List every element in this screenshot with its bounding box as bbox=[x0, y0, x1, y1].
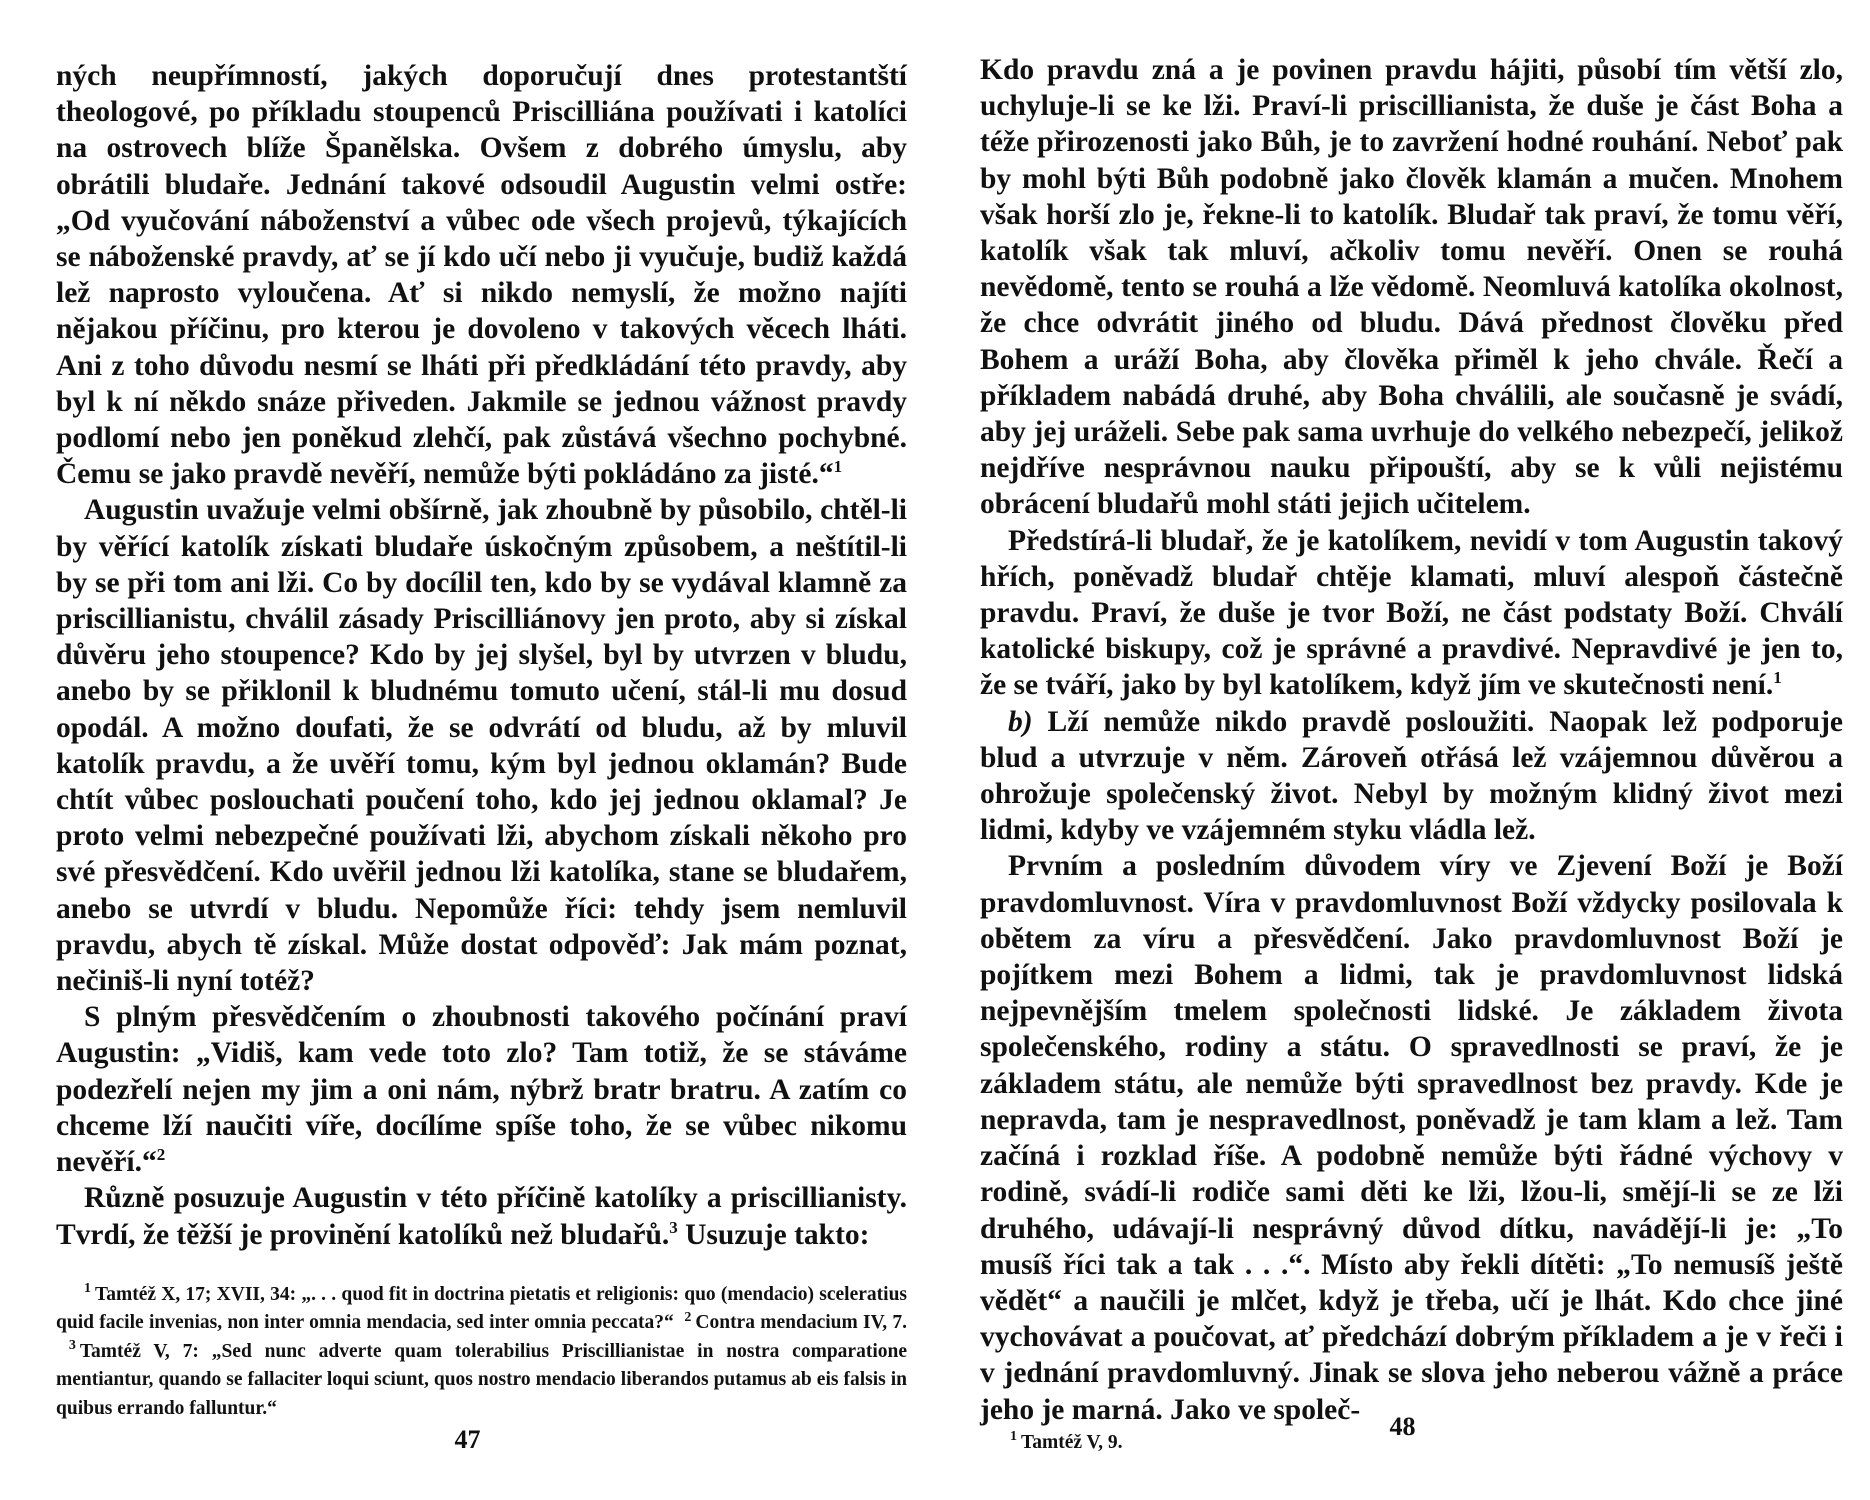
paragraph: Různě posuzuje Augustin v této příčině katolíky a priscillianisty. Tvrdí, že těžší je provinění katolíků než bludařů.$^3$ Usuzuje takto: bbox=[56, 1182, 907, 1251]
right-page bbox=[935, 0, 1870, 1500]
page-number: 47 bbox=[454, 1425, 481, 1454]
paragraph: Kdo pravdu zná a je povinen pravdu hájiti, působí tím větší zlo, uchyluje-li se ke lži. Praví-li priscillianista, že duše je část Boha a téže přirozenosti jako Bůh, je to zavržení hodné rouhání. Neboť pak by mohl býti Bůh podobně jako člověk klamán a mučen. Mnohem však horší zlo je, řekne-li to katolík. Bludař tak praví, že tomu věří, katolík však tak mluví, ačkoliv tomu nevěří. Onen se rouhá nevědomě, tento se rouhá a lže vědomě. Neomluvá katolíka okolnost, že chce odvrátit jiného od bludu. Dává přednost člověku před Bohem a uráží Boha, aby člověka přiměl k jeho chvále. Řečí a příkladem nabádá druhé, aby Boha chválili, ale současně je svádí, aby jej uráželi. Sebe pak sama uvrhuje do velkého nebezpečí, jelikož nejdříve nesprávnou nauku připouští, aby se k vůli nejistému obrácení bludařů mohl státi jejich učitelem. bbox=[980, 54, 1843, 521]
left-body-text bbox=[56, 58, 907, 1253]
footnote-ref: 1 bbox=[833, 457, 843, 477]
footnotes bbox=[56, 1281, 907, 1424]
right-body-text bbox=[980, 52, 1843, 1428]
page-number: 48 bbox=[1389, 1412, 1416, 1441]
paragraph: Prvním a posledním důvodem víry ve Zjevení Boží je Boží pravdomluvnost. Víra v pravdomluvnost Boží vždycky posilovala k obětem za víru a přesvědčení. Jako pravdomluvnost Boží je pojítkem mezi Bohem a lidmi, tak je pravdomluvnost lidská nejpevnějším tmelem společnosti lidské. Je základem života společenského, rodiny a státu. O spravedlnosti se praví, že je základem státu, ale nemůže býti spravedlnost bez pravdy. Kde je nepravda, tam je nespravedlnost, poněvadž je tam klam a lež. Tam začíná i rozklad říše. A podobně nemůže býti řádné výchovy v rodině, svádí-li rodiče sami děti ke lži, lžou-li, smějí-li se ze lži druhého, udávají-li nesprávný důvod dítku, navádějí-li je: „To musíš říci tak a tak . . .“. Místo aby řekli dítěti: „To nemusíš ještě vědět“ a naučili je mlčet, když je třeba, učí je lhát. Kdo chce jiné vychovávat a poučovat, ať předchází dobrým příkladem a je v řeči i v jednání pravdomluvný. Jinak se slova jeho neberou vážně a práce jeho je marná. Jako ve společ- bbox=[980, 850, 1843, 1426]
paragraph: Předstírá-li bludař, že je katolíkem, nevidí v tom Augustin takový hřích, poněvadž bludař chtěje klamati, mluví alespoň částečně pravdu. Praví, že duše je tvor Boží, ne část podstaty Boží. Chválí katolické biskupy, což je správné a pravdivé. Nepravdivé je jen to, že se tváří, jako by byl katolíkem, když jím ve skutečnosti není.$^1$ bbox=[980, 524, 1843, 702]
footnote-ref: 2 bbox=[156, 1145, 166, 1165]
footnote: $^1$ Tamtéž X, 17; XVII, 34: „. . . quod fit in doctrina pietatis et religionis: quo (mendacio) sceleratius quid facile invenias, non inter omnia mendacia, sed inter omnia peccata?“ $^2$ Contra mendacium IV, 7. $^3$ Tamtéž V, 7: „Sed nunc adverte quam tolerabilius Priscillianistae in nostra comparatione mentiantur, quando se fallaciter loqui sciunt, quos nostro mendacio liberandos putamus ab eis falsis in quibus errando falluntur.“ bbox=[56, 1281, 908, 1419]
footnote-ref: 1 bbox=[1773, 668, 1782, 688]
footnote-ref: 3 bbox=[669, 1217, 678, 1237]
paragraph: S plným přesvědčením o zhoubnosti takového počínání praví Augustin: „Vidiš, kam vede toto zlo? Tam totiž, že se stáváme podezřelí nejen my jim a oni nám, nýbrž bratr bratru. A zatím co chceme lží naučiti víře, docílíme spíše toho, že se vůbec nikomu nevěří.“$^2$ bbox=[56, 1001, 907, 1179]
paragraph: Augustin uvažuje velmi obšírně, jak zhoubně by působilo, chtěl-li by věřící katolík získati bludaře úskočným způsobem, a neštítil-li by se při tom ani lži. Co by docílil ten, kdo by se vydával klamně za priscillianistu, chválil zásady Priscilliánovy jen proto, aby si získal důvěru jeho stoupence? Kdo by jej slyšel, byl by utvrzen v bludu, anebo by se přiklonil k bludnému tomuto učení, stál-li mu dosud opodál. A možno doufati, že se odvrátí od bludu, až by mluvil katolík pravdu, a že uvěří tomu, kým byl jednou oklamán? Bude chtít vůbec poslouchati poučení toho, kdo jej jednou oklamal? Je proto velmi nebezpečné používati lži, abychom získali někoho pro své přesvědčení. Kdo uvěřil jednou lži katolíka, stane se bludařem, anebo se utvrdí v bludu. Nepomůže říci: tehdy jsem nemluvil pravdu, abych tě získal. Může dostat odpověď: Jak mám poznat, nečiniš-li nyní totéž? bbox=[56, 494, 907, 998]
paragraph: b) Lží nemůže nikdo pravdě posloužiti. Naopak lež podporuje blud a utvrzuje v něm. Zároveň otřásá lež vzájemnou důvěrou a ohrožuje společenský život. Nebyl by možným klidný život mezi lidmi, kdyby ve vzájemném styku vládla lež. bbox=[980, 705, 1843, 847]
list-marker: b) bbox=[1008, 705, 1033, 738]
paragraph: ných neupřímností, jakých doporučují dnes protestantští theologové, po příkladu stoupenců Priscilliána používati i katolíci na ostrovech blíže Španělska. Ovšem z dobrého úmyslu, aby obrátili bludaře. Jednání takové odsoudil Augustin velmi ostře: „Od vyučování náboženství a vůbec ode všech projevů, týkajících se náboženské pravdy, ať se jí kdo učí nebo ji vyučuje, budiž každá lež naprosto vyloučena. Ať si nikdo nemyslí, že možno najíti nějakou příčinu, pro kterou je dovoleno v takových věcech lháti. Ani z toho důvodu nesmí se lháti při předkládání této pravdy, aby byl k ní někdo snáze přiveden. Jakmile se jednou vážnost pravdy podlomí nebo jen poněkud zlehčí, pak zůstává všechno pochybné. Čemu se jako pravdě nevěří, nemůže býti pokládáno za jisté.“$^1$ bbox=[56, 60, 907, 491]
footnote: $^1$ Tamtéž V, 9. bbox=[1010, 1429, 1123, 1453]
